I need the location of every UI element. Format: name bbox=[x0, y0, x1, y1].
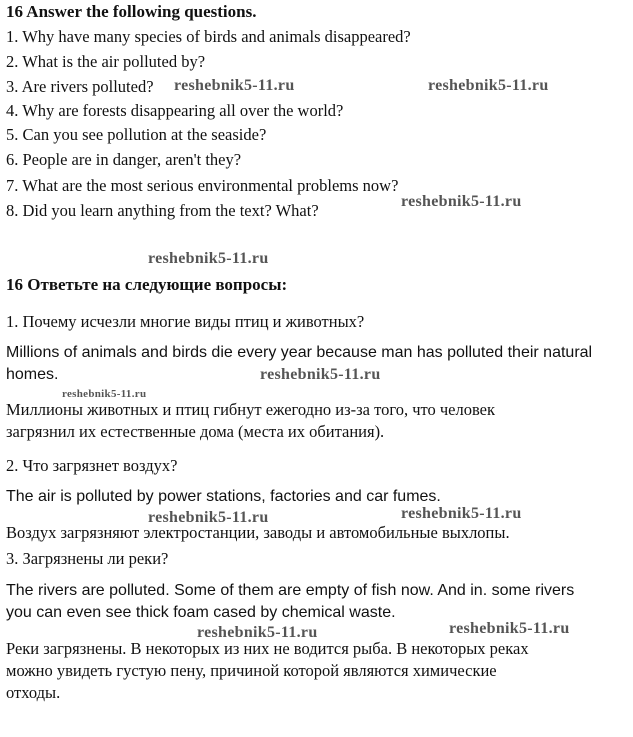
question-7: 7. What are the most serious environmental problems now? bbox=[6, 176, 399, 195]
question-8: 8. Did you learn anything from the text? What? bbox=[6, 201, 319, 220]
watermark: reshebnik5-11.ru bbox=[197, 624, 318, 641]
question-3: 3. Are rivers polluted? bbox=[6, 77, 154, 96]
answer-2-en-line-1: The air is polluted by power stations, factories and car fumes. bbox=[6, 488, 441, 505]
answer-3-ru-line-1: Реки загрязнены. В некоторых из них не водится рыба. В некоторых реках bbox=[6, 639, 529, 658]
answer-2-ru-line-1: Воздух загрязняют электростанции, заводы и автомобильные выхлопы. bbox=[6, 523, 510, 542]
answer-3-ru-line-3: отходы. bbox=[6, 683, 61, 702]
watermark: reshebnik5-11.ru bbox=[260, 366, 381, 383]
watermark: reshebnik5-11.ru bbox=[62, 388, 147, 400]
watermark: reshebnik5-11.ru bbox=[428, 77, 549, 94]
answer-1-ru-line-2: загрязнил их естественные дома (места их обитания). bbox=[6, 422, 385, 441]
question-4: 4. Why are forests disappearing all over the world? bbox=[6, 101, 344, 120]
english-heading: 16 Answer the following questions. bbox=[6, 2, 257, 21]
question-2: 2. What is the air polluted by? bbox=[6, 52, 206, 71]
russian-heading: 16 Ответьте на следующие вопросы: bbox=[6, 275, 288, 294]
watermark: reshebnik5-11.ru bbox=[401, 193, 522, 210]
answer-3-en-line-1: The rivers are polluted. Some of them are empty of fish now. And in. some rivers bbox=[6, 582, 575, 599]
question-1: 1. Why have many species of birds and animals disappeared? bbox=[6, 27, 411, 46]
answer-2-question: 2. Что загрязнет воздух? bbox=[6, 456, 178, 475]
question-5: 5. Can you see pollution at the seaside? bbox=[6, 125, 267, 144]
question-6: 6. People are in danger, aren't they? bbox=[6, 150, 242, 169]
watermark: reshebnik5-11.ru bbox=[449, 620, 570, 637]
answer-1-ru-line-1: Миллионы животных и птиц гибнут ежегодно из-за того, что человек bbox=[6, 400, 495, 419]
watermark: reshebnik5-11.ru bbox=[174, 77, 295, 94]
watermark: reshebnik5-11.ru bbox=[401, 505, 522, 522]
answer-3-en-line-2: you can even see thick foam cased by chemical waste. bbox=[6, 604, 396, 621]
watermark: reshebnik5-11.ru bbox=[148, 509, 269, 526]
answer-3-ru-line-2: можно увидеть густую пену, причиной которой являются химические bbox=[6, 661, 497, 680]
answer-1-en-line-2: homes. bbox=[6, 366, 59, 383]
answer-1-question: 1. Почему исчезли многие виды птиц и животных? bbox=[6, 312, 365, 331]
answer-1-en-line-1: Millions of animals and birds die every year because man has polluted their natural bbox=[6, 344, 593, 361]
watermark: reshebnik5-11.ru bbox=[148, 250, 269, 267]
answer-3-question: 3. Загрязнены ли реки? bbox=[6, 549, 169, 568]
